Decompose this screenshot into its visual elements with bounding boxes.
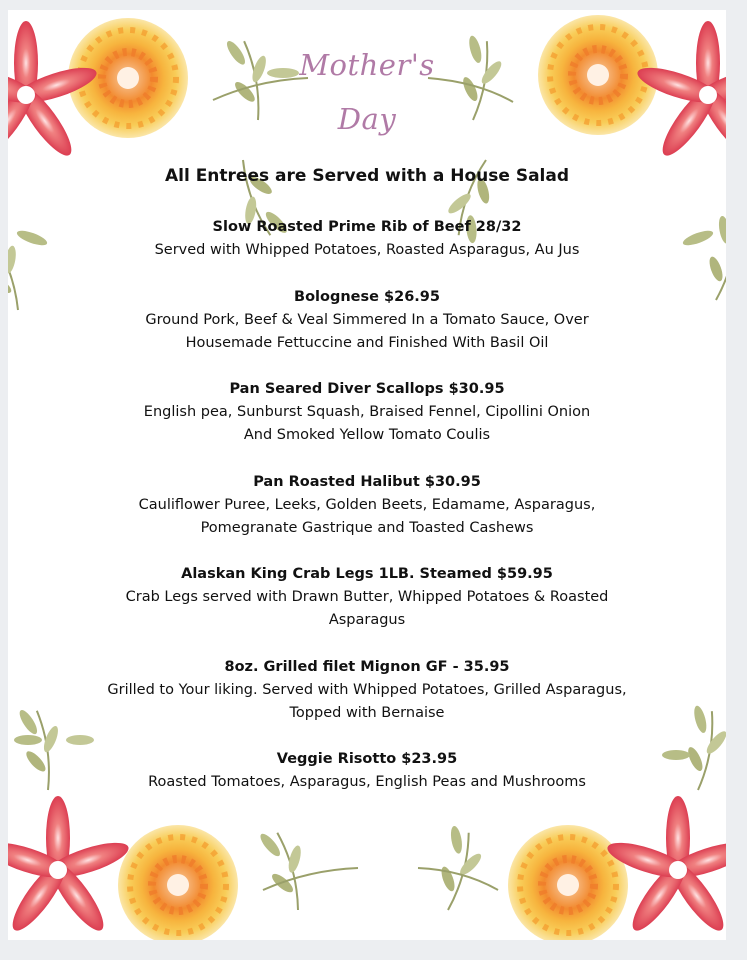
menu-item [8,471,726,540]
item-name: Slow Roasted Prime Rib of Beef 28/32 [212,219,522,235]
menu-item [8,378,726,447]
headline: All Entrees are Served with a House Salad [164,166,570,186]
item-description: Ground Pork, Beef & Veal Simmered In a Tomato Sauce, Over Housemade Fettuccine and Finished With Basil Oil [145,311,589,351]
title-line-1: Mother's [299,48,435,82]
menu-items [8,216,726,818]
item-name: Veggie Risotto $23.95 [276,751,458,767]
menu-item [8,563,726,632]
menu-item [8,748,726,794]
item-description: Cauliflower Puree, Leeks, Golden Beets, Edamame, Asparagus, Pomegranate Gastrique and Toasted Cashews [138,496,596,536]
item-description: English pea, Sunburst Squash, Braised Fennel, Cipollini Onion And Smoked Yellow Tomato Coulis [143,404,591,443]
item-description: Roasted Tomatoes, Asparagus, English Peas and Mushrooms [148,774,586,790]
item-description: Crab Legs served with Drawn Butter, Whipped Potatoes & Roasted Asparagus [125,589,609,628]
item-name: Pan Roasted Halibut $30.95 [253,473,481,490]
item-name: 8oz. Grilled filet Mignon GF - 35.95 [224,658,510,675]
menu-item [8,656,726,725]
title-line-2: Day [337,102,397,136]
item-name: Bolognese $26.95 [294,288,440,305]
item-description: Grilled to Your liking. Served with Whipped Potatoes, Grilled Asparagus, Topped with Bernaise [107,681,627,721]
menu-page [8,10,726,940]
menu-item [8,286,726,355]
item-name: Pan Seared Diver Scallops $30.95 [229,381,505,397]
item-name: Alaskan King Crab Legs 1LB. Steamed $59.95 [181,566,553,582]
menu-item [8,216,726,262]
item-description: Served with Whipped Potatoes, Roasted Asparagus, Au Jus [154,242,580,258]
